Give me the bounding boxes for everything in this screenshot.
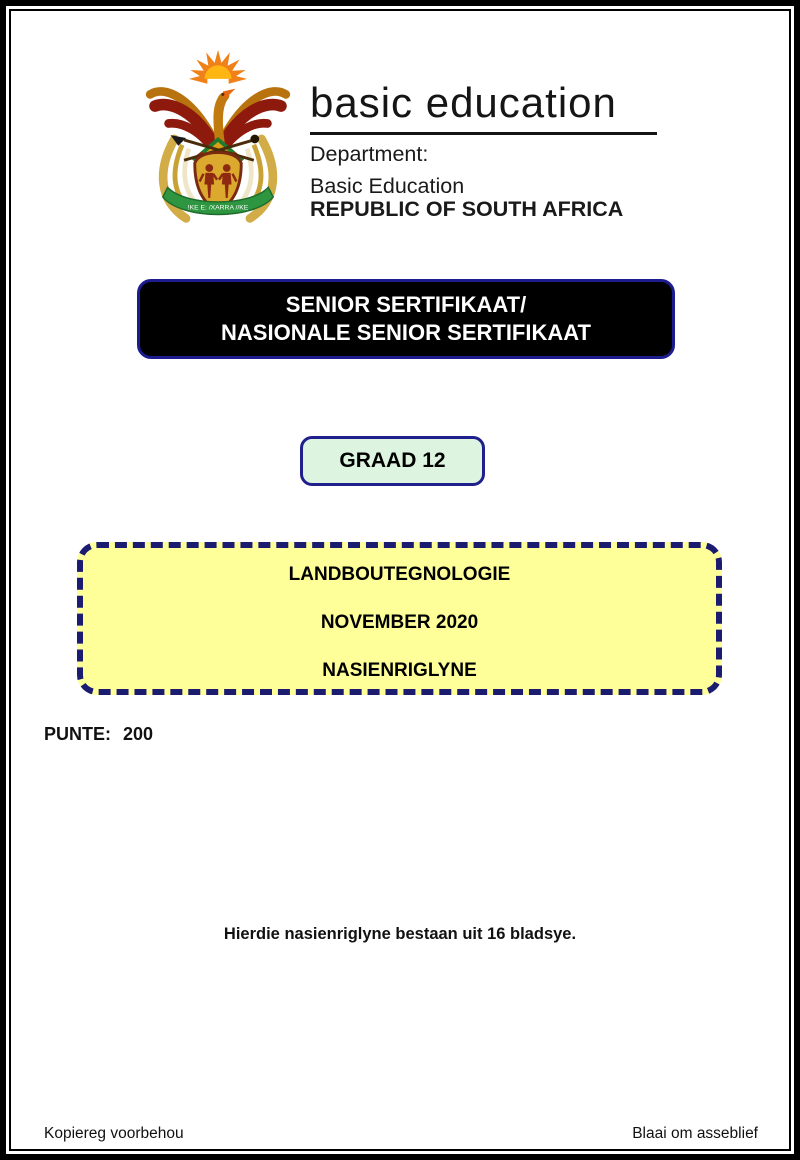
subject-title: LANDBOUTEGNOLOGIE: [288, 564, 511, 585]
exam-session: NOVEMBER 2020: [320, 612, 479, 633]
grade-badge: [300, 436, 485, 486]
department-label: Department:: [310, 142, 429, 166]
document-type: NASIENRIGLYNE: [322, 660, 477, 681]
marks-label: PUNTE:: [44, 724, 111, 744]
department-name: Basic Education: [310, 173, 465, 198]
wordmark-underline: [310, 132, 657, 135]
wordmark: basic education: [310, 79, 617, 126]
department-header: [310, 80, 680, 222]
grade-badge-label: GRAAD 12: [339, 449, 446, 472]
page-count-note: Hierdie nasienriglyne bestaan uit 16 bladsye.: [223, 925, 577, 943]
certificate-banner: [137, 279, 675, 359]
coat-of-arms-motto: !KE E: /XARRA //KE: [187, 204, 249, 212]
certificate-banner-line1: SENIOR SERTIFIKAAT/: [285, 292, 527, 317]
subject-box: [77, 542, 722, 695]
country-name: REPUBLIC OF SOUTH AFRICA: [310, 197, 624, 221]
copyright-note: Kopiereg voorbehou: [44, 1125, 184, 1142]
coat-of-arms-icon: [145, 46, 291, 230]
marks-value: 200: [123, 724, 154, 744]
marks-line: [44, 724, 153, 745]
turn-over-note: Blaai om asseblief: [632, 1125, 758, 1142]
certificate-banner-line2: NASIONALE SENIOR SERTIFIKAAT: [221, 320, 591, 345]
